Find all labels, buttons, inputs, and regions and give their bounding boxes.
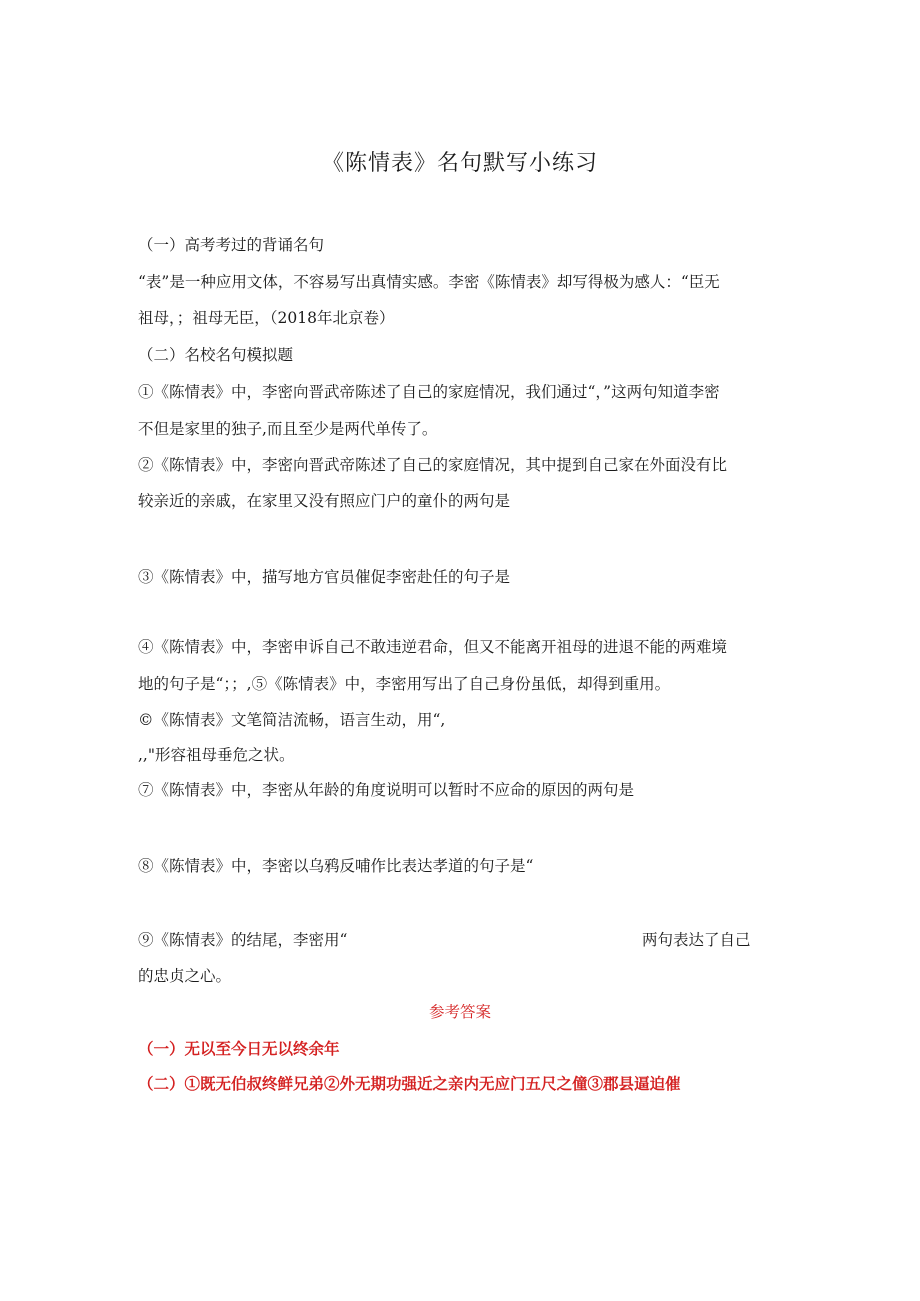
page-title: 《陈情表》名句默写小练习 <box>321 151 598 176</box>
question-2-line-2: 较亲近的亲戚，在家里又没有照应门户的童仆的两句是 <box>138 492 511 510</box>
section-heading-1: （一）高考考过的背诵名句 <box>138 236 325 254</box>
question-2-line-1: ②《陈情表》中，李密向晋武帝陈述了自己的家庭情况，其中提到自己家在外面没有比 <box>138 456 728 474</box>
question-intro-line-1: “表”是一种应用文体，不容易写出真情实感。李密《陈情表》却写得极为感人：“臣无 <box>138 273 720 291</box>
question-6-line-1: ©《陈情表》文笔简洁流畅，语言生动，用“, <box>138 711 446 729</box>
question-8: ⑧《陈情表》中，李密以乌鸦反哺作比表达孝道的句子是“ <box>138 857 534 875</box>
question-intro-line-2: 祖母，；祖母无臣，（2018年北京卷） <box>138 309 395 327</box>
answer-section-2: （二）①既无伯叔终鲜兄弟②外无期功强近之亲内无应门五尺之僮③郡县逼迫催 <box>138 1074 681 1093</box>
question-6-line-2: ,,"形容祖母垂危之状。 <box>138 746 295 764</box>
question-1-line-2: 不但是家里的独子,而且至少是两代单传了。 <box>138 420 438 438</box>
question-4-5-line: 地的句子是“；；,⑤《陈情表》中，李密用写出了自己身份虽低，却得到重用。 <box>138 675 671 693</box>
answer-section-1: （一）无以至今日无以终余年 <box>138 1039 340 1058</box>
section-heading-2: （二）名校名句模拟题 <box>138 346 294 364</box>
question-9-line-1: ⑨《陈情表》的结尾，李密用“ <box>138 931 348 949</box>
question-7: ⑦《陈情表》中，李密从年龄的角度说明可以暂时不应命的原因的两句是 <box>138 781 635 799</box>
question-9-line-1-end: 两句表达了自己 <box>642 931 751 949</box>
question-4-line-1: ④《陈情表》中，李密申诉自己不敢违逆君命，但又不能离开祖母的进退不能的两难境 <box>138 638 728 656</box>
question-9-line-2: 的忠贞之心。 <box>138 967 232 985</box>
question-1-line-1: ①《陈情表》中，李密向晋武帝陈述了自己的家庭情况，我们通过“，”这两句知道李密 <box>138 383 720 401</box>
answers-heading: 参考答案 <box>428 1003 491 1021</box>
question-3: ③《陈情表》中，描写地方官员催促李密赴任的句子是 <box>138 568 511 586</box>
